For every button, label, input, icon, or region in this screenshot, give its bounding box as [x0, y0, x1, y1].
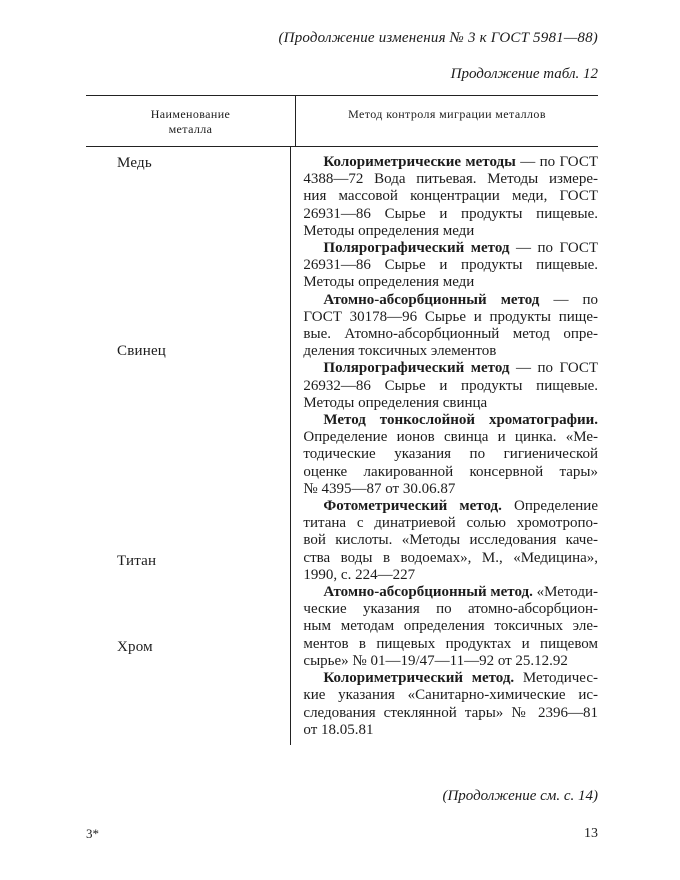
- header-metal-name-line1: Наименование: [150, 107, 231, 121]
- header-metal-name: [86, 96, 295, 146]
- method-entry: Атомно-абсорбционный метод. «Методи- ческие указания по атомно-абсорбцион- ным методам определения токсичных эле- ментов в пищевых продуктах и пищевом сырье» № 01—19/47—11—92 от 25.12.92: [303, 584, 598, 669]
- method-entry: Атомно-абсорбционный метод — по ГОСТ 30178—96 Сырье и продукты пище- вые. Атомно-абсорбционный метод опре- деления токсичных элементов: [303, 291, 599, 360]
- method-entry: Фотометрический метод. Определение титана с динатриевой солью хромотропо- вой кислоты. «Методы исследования каче- ства воды в водоемах», М., «Медицина», 1990, с. 224—227: [303, 498, 598, 583]
- method-title: Атомно-абсорбционный метод.: [323, 584, 533, 601]
- table-body: [86, 147, 598, 745]
- metal-chromium: Хром: [117, 639, 153, 655]
- method-title: Фотометрический метод.: [323, 498, 502, 515]
- method-entry: Метод тонкослойной хроматографии. Определение ионов свинца и цинка. «Ме- тодические указания по гигиенической оценке лакированной консервной тары» № 4395—87 от 30.06.87: [303, 412, 598, 497]
- method-title: Колориметрический метод.: [323, 670, 515, 687]
- method-entry: Колориметрический метод. Методичес- кие указания «Санитарно-химические ис- следования стеклянной тары» № 2396—81 от 18.05.81: [303, 670, 598, 738]
- method-title: Полярографический метод: [323, 240, 510, 257]
- continued-note: (Продолжение см. с. 14): [442, 788, 598, 804]
- metal-copper: Медь: [117, 155, 152, 171]
- header-metal-name-line2: металла: [168, 122, 213, 136]
- method-entry: Полярографический метод — по ГОСТ 26932—86 Сырье и продукты пищевые. Методы определения свинца: [303, 360, 599, 411]
- signature-mark: 3*: [86, 826, 99, 841]
- table-caption: Продолжение табл. 12: [450, 66, 598, 82]
- metal-lead: Свинец: [117, 343, 167, 359]
- metal-name-column: [86, 147, 290, 745]
- metal-titanium: Титан: [117, 553, 157, 569]
- method-title: Атомно-абсорбционный метод: [323, 291, 540, 308]
- table-header: [86, 95, 598, 147]
- method-entry: Колориметрические методы — по ГОСТ 4388—72 Вода питьевая. Методы измере- ния массовой концентрации меди, ГОСТ 26931—86 Сырье и продукты пищевые. Методы определения меди: [303, 154, 598, 239]
- header-control-method: Метод контроля миграции металлов: [295, 96, 598, 146]
- method-column: [290, 147, 598, 745]
- method-title: Метод тонкослойной хроматографии.: [323, 412, 598, 429]
- method-entry: Полярографический метод — по ГОСТ 26931—86 Сырье и продукты пищевые. Методы определения меди: [303, 240, 599, 291]
- running-head: (Продолжение изменения № 3 к ГОСТ 5981—88): [278, 30, 598, 46]
- method-title: Полярографический метод: [323, 360, 510, 377]
- page-number: 13: [584, 826, 598, 841]
- method-title: Колориметрические методы: [323, 154, 516, 170]
- metals-table: [86, 95, 598, 745]
